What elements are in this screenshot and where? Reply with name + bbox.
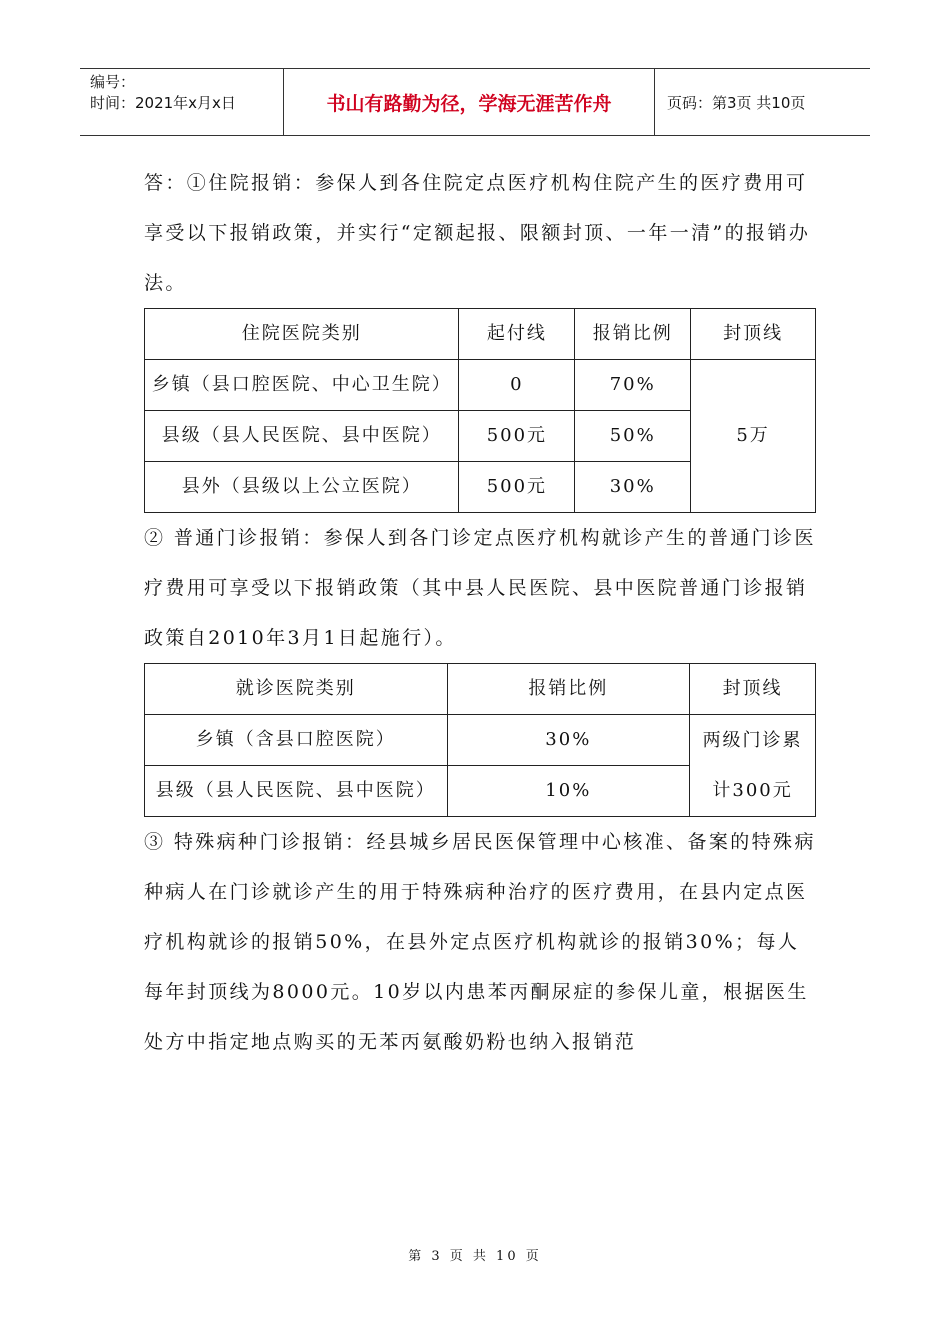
header-page-label: 页码：第3页 共10页 bbox=[667, 93, 806, 112]
category-cell: 乡镇（县口腔医院、中心卫生院） bbox=[145, 360, 459, 411]
header-cell: 封顶线 bbox=[690, 664, 816, 715]
page-header bbox=[80, 68, 870, 136]
date-label: 时间：2021年x月x日 bbox=[90, 94, 236, 112]
ratio-cell: 70% bbox=[575, 360, 691, 411]
table-header-row bbox=[145, 664, 816, 715]
ratio-cell: 30% bbox=[575, 462, 691, 513]
threshold-cell: 500元 bbox=[459, 462, 575, 513]
header-meta bbox=[80, 69, 283, 135]
document-body bbox=[144, 158, 816, 1067]
category-cell: 乡镇（含县口腔医院） bbox=[145, 715, 448, 766]
ratio-cell: 10% bbox=[447, 766, 690, 817]
category-cell: 县级（县人民医院、县中医院） bbox=[145, 766, 448, 817]
category-cell: 县外（县级以上公立医院） bbox=[145, 462, 459, 513]
ratio-cell: 30% bbox=[447, 715, 690, 766]
page-footer: 第 3 页 共 10 页 bbox=[408, 1249, 542, 1264]
paragraph-inpatient: 答：①住院报销：参保人到各住院定点医疗机构住院产生的医疗费用可享受以下报销政策，并实行“定额起报、限额封顶、一年一清”的报销办法。 bbox=[144, 172, 811, 294]
paragraph-special-disease: ③ 特殊病种门诊报销：经县城乡居民医保管理中心核准、备案的特殊病种病人在门诊就诊产生的用于特殊病种治疗的医疗费用，在县内定点医疗机构就诊的报销50%，在县外定点医疗机构就诊的报销30%；每人每年封顶线为8000元。10岁以内患苯丙酮尿症的参保儿童，根据医生处方中指定地点购买的无苯丙氨酸奶粉也纳入报销范 bbox=[144, 831, 816, 1053]
table-row bbox=[145, 360, 816, 411]
header-motto: 书山有路勤为径，学海无涯苦作舟 bbox=[283, 69, 655, 135]
table-header-row bbox=[145, 309, 816, 360]
cap-cell: 两级门诊累计300元 bbox=[690, 715, 816, 817]
header-cell: 报销比例 bbox=[575, 309, 691, 360]
header-cell: 就诊医院类别 bbox=[145, 664, 448, 715]
category-cell: 县级（县人民医院、县中医院） bbox=[145, 411, 459, 462]
ratio-cell: 50% bbox=[575, 411, 691, 462]
threshold-cell: 0 bbox=[459, 360, 575, 411]
header-cell: 住院医院类别 bbox=[145, 309, 459, 360]
inpatient-table bbox=[144, 308, 816, 513]
table-row bbox=[145, 715, 816, 766]
header-cell: 报销比例 bbox=[447, 664, 690, 715]
header-cell: 起付线 bbox=[459, 309, 575, 360]
outpatient-table bbox=[144, 663, 816, 817]
threshold-cell: 500元 bbox=[459, 411, 575, 462]
number-label: 编号： bbox=[90, 73, 136, 91]
header-cell: 封顶线 bbox=[691, 309, 816, 360]
paragraph-outpatient: ② 普通门诊报销：参保人到各门诊定点医疗机构就诊产生的普通门诊医疗费用可享受以下报销政策（其中县人民医院、县中医院普通门诊报销政策自2010年3月1日起施行）。 bbox=[144, 527, 816, 649]
cap-cell: 5万 bbox=[691, 360, 816, 513]
